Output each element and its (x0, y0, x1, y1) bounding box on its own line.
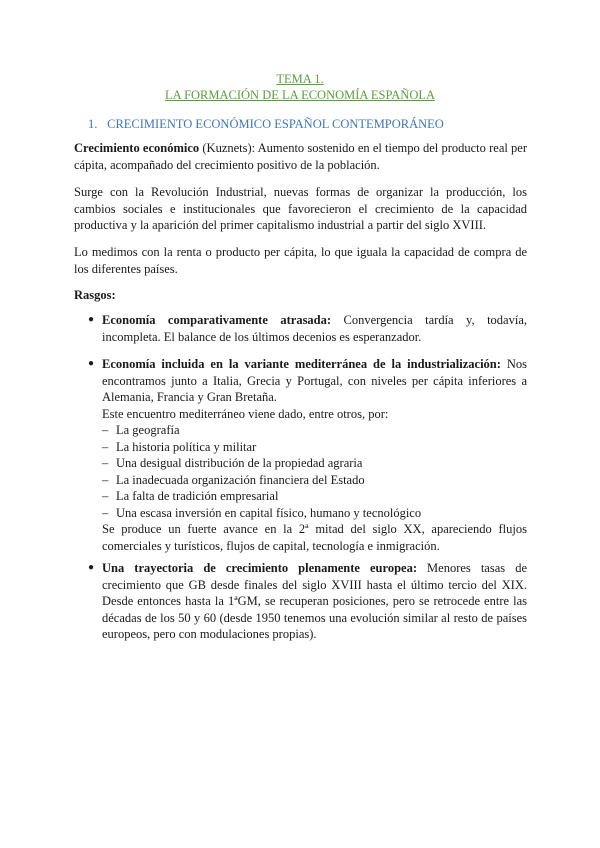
paragraph-definition (74, 140, 527, 173)
definition-text: (Kuznets): Aumento sostenido en el tiempo del producto real per cápita, acompañado del crecimiento positivo de la población. (74, 141, 528, 172)
paragraph-origin: Surge con la Revolución Industrial, nuevas formas de organizar la producción, los cambios sociales e institucionales que favorecieron el crecimiento de la capacidad productiva y la aparición del primer capitalismo industrial a partir del siglo XVIII. (74, 185, 527, 232)
rasgos-heading: Rasgos: (74, 288, 116, 302)
bullet-title: Una trayectoria de crecimiento plenamente europea: (102, 561, 417, 575)
tema-label: TEMA 1. (276, 72, 324, 86)
bullet-close: Se produce un fuerte avance en la 2ª mitad del siglo XX, apareciendo flujos comerciales y turísticos, flujos de capital, tecnología e inmigración. (102, 522, 527, 553)
list-item: – La falta de tradición empresarial (102, 488, 527, 505)
factor-list (102, 422, 527, 521)
bullet-mediterranea (102, 356, 527, 554)
list-item: – La historia política y militar (102, 439, 527, 456)
bullet-title: Economía incluida en la variante mediterránea de la industrialización: (102, 357, 501, 371)
bullet-intro: Este encuentro mediterráneo viene dado, entre otros, por: (102, 406, 389, 421)
paragraph-measure: Lo medimos con la renta o producto per cápita, lo que iguala la capacidad de compra de los diferentes países. (74, 245, 527, 276)
list-item: – La geografía (102, 422, 527, 439)
bullet-dot: ● (88, 314, 95, 325)
list-item: – Una escasa inversión en capital físico, humano y tecnológico (102, 505, 527, 522)
bullet-atrasada (102, 312, 527, 345)
bullet-text: Menores tasas de crecimiento que GB desde finales del siglo XVIII hasta el último tercio del XIX. Desde entonces hasta la 1ªGM, se recuperan posiciones, pero se retrocede entre las décadas de los 50 y 60 (desde 1950 tenemos una evolución similar al resto de países europeos, pero con modulaciones propias). (102, 561, 527, 641)
section-heading (88, 117, 444, 132)
bullet-text: Nos encontramos junto a Italia, Grecia y Portugal, con niveles per cápita inferiores a Alemania, Francia y Gran Bretaña. (102, 357, 527, 404)
list-item: – La inadecuada organización financiera del Estado (102, 472, 527, 489)
bullet-text: Convergencia tardía y, todavía, incompleta. El balance de los últimos decenios es esperanzador. (102, 313, 527, 344)
bullet-dot: ● (88, 358, 95, 369)
bullet-europea (102, 560, 527, 643)
definition-term: Crecimiento económico (74, 141, 200, 155)
bullet-title: Economía comparativamente atrasada: (102, 313, 332, 327)
list-item: – Una desigual distribución de la propiedad agraria (102, 455, 527, 472)
section-title: CRECIMIENTO ECONÓMICO ESPAÑOL CONTEMPORÁNEO (107, 117, 444, 131)
section-number: 1. (88, 117, 98, 131)
page-title: LA FORMACIÓN DE LA ECONOMÍA ESPAÑOLA (164, 88, 436, 102)
bullet-dot: ● (88, 562, 95, 573)
